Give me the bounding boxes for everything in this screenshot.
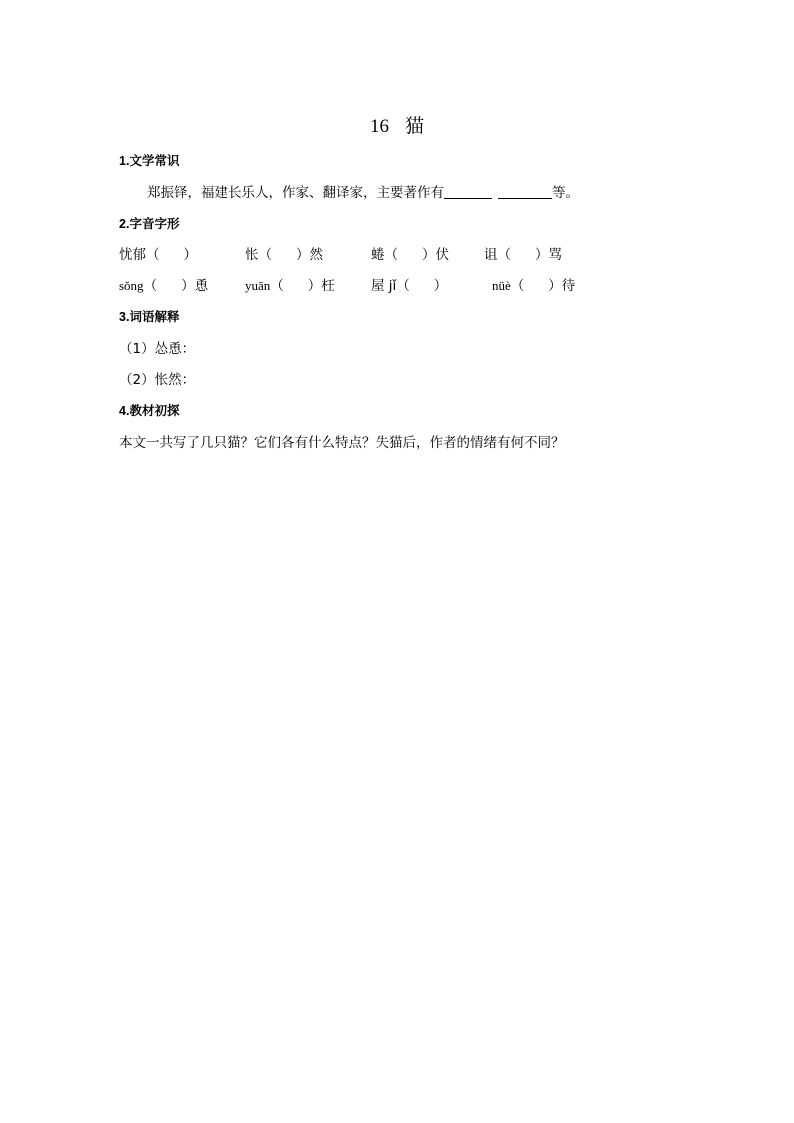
section-heading-4: 4.教材初探 xyxy=(119,403,180,418)
pinyin-answer-box[interactable]: （ ） xyxy=(497,247,549,263)
character-item: sǒng（ ）恿 xyxy=(119,278,209,294)
character-item: 屋 jǐ（ ） xyxy=(371,278,448,294)
lesson-number: 16 xyxy=(369,116,389,137)
pinyin-answer-box[interactable]: （ ） xyxy=(384,247,436,263)
pinyin-item: 蜷（ ）伏 xyxy=(371,247,449,263)
pinyin-item: 诅（ ）骂 xyxy=(484,247,562,263)
section-heading-1: 1.文学常识 xyxy=(119,153,180,168)
section-heading-3: 3.词语解释 xyxy=(119,309,180,324)
character-answer-box[interactable]: （ ） xyxy=(396,278,448,294)
literature-sentence: 郑振铎，福建长乐人，作家、翻译家，主要著作有 等。 xyxy=(147,185,579,201)
fill-blank-2[interactable] xyxy=(498,184,552,199)
word-definition-item: （1）怂恿： xyxy=(119,341,196,357)
word-definition-item: （2）怅然： xyxy=(119,372,196,388)
pinyin-item: 怅（ ）然 xyxy=(245,247,323,263)
character-item: yuān（ ）枉 xyxy=(245,278,335,294)
page-title xyxy=(0,113,794,140)
section-heading-2: 2.字音字形 xyxy=(119,216,180,231)
character-item: nüè（ ）待 xyxy=(492,278,576,294)
textbook-question: 本文一共写了几只猫？它们各有什么特点？失猫后，作者的情绪有何不同？ xyxy=(119,435,565,451)
character-answer-box[interactable]: （ ） xyxy=(270,278,322,294)
pinyin-answer-box[interactable]: （ ） xyxy=(258,247,310,263)
lesson-title: 猫 xyxy=(404,115,424,137)
fill-blank-1[interactable] xyxy=(444,184,492,199)
character-answer-box[interactable]: （ ） xyxy=(510,278,562,294)
pinyin-item: 忧郁（ ） xyxy=(119,247,197,263)
character-answer-box[interactable]: （ ） xyxy=(143,278,195,294)
pinyin-answer-box[interactable]: （ ） xyxy=(146,247,197,263)
